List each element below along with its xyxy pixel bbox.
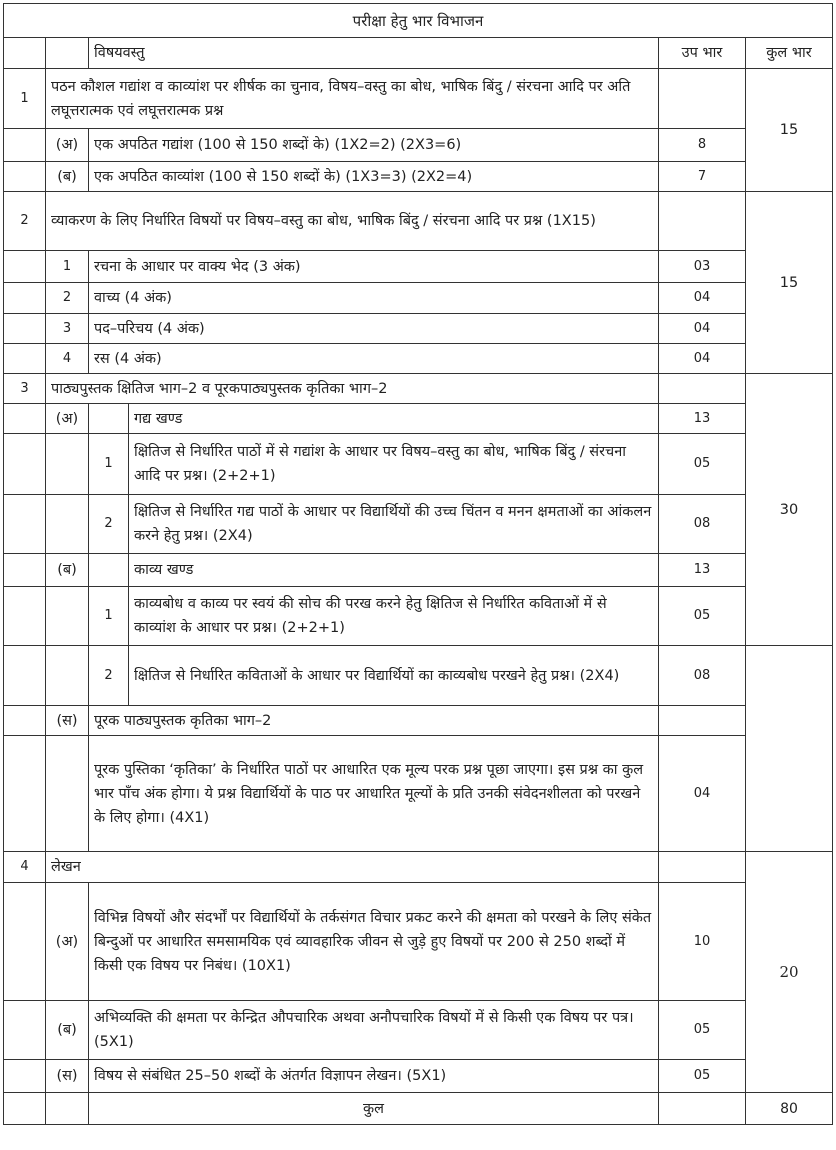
item-weight: 05 [659, 1001, 746, 1060]
section-number: 3 [4, 374, 46, 404]
item-label: (ब) [46, 162, 89, 192]
item-weight: 05 [659, 587, 746, 646]
grand-total-label: कुल [89, 1093, 659, 1125]
header-sub-weight: उप भार [659, 38, 746, 69]
section-total: 15 [746, 69, 833, 192]
item-text: विभिन्न विषयों और संदर्भों पर विद्यार्थियों के तर्कसंगत विचार प्रकट करने की क्षमता को परखने के लिए संकेत बिन्दुओं पर आधारित समसामयिक एवं व्यावहारिक जीवन से जुड़े हुए विषयों पर 200 से 250 शब्दों में किसी एक विषय पर निबंध। (10X1) [89, 883, 659, 1001]
item-label: (अ) [46, 129, 89, 162]
item-label: (अ) [46, 883, 89, 1001]
subsection-label: (स) [46, 706, 89, 736]
item-weight: 04 [659, 314, 746, 344]
item-text: काव्यबोध व काव्य पर स्वयं की सोच की परख करने हेतु क्षितिज से निर्धारित कविताओं में से काव्यांश के आधार पर प्रश्न। (2+2+1) [129, 587, 659, 646]
header-content: विषयवस्तु [89, 38, 659, 69]
item-weight: 04 [659, 283, 746, 314]
item-text: विषय से संबंधित 25–50 शब्दों के अंतर्गत विज्ञापन लेखन। (5X1) [89, 1060, 659, 1093]
item-weight: 08 [659, 646, 746, 706]
item-label: 2 [46, 283, 89, 314]
subsection-label: (अ) [46, 404, 89, 434]
item-text: क्षितिज से निर्धारित पाठों में से गद्यांश के आधार पर विषय–वस्तु का बोध, भाषिक बिंदु / संरचना आदि पर प्रश्न। (2+2+1) [129, 434, 659, 495]
item-text: क्षितिज से निर्धारित गद्य पाठों के आधार पर विद्यार्थियों की उच्च चिंतन व मनन क्षमताओं का आंकलन करने हेतु प्रश्न। (2X4) [129, 495, 659, 554]
item-label: 1 [89, 587, 129, 646]
subsection-label: (ब) [46, 554, 89, 587]
section-text: व्याकरण के लिए निर्धारित विषयों पर विषय–वस्तु का बोध, भाषिक बिंदु / संरचना आदि पर प्रश्न (1X15) [46, 192, 659, 251]
section-number: 4 [4, 852, 46, 883]
section-text: पठन कौशल गद्यांश व काव्यांश पर शीर्षक का चुनाव, विषय–वस्तु का बोध, भाषिक बिंदु / संरचना आदि पर अति लघूत्तरात्मक एवं लघूत्तरात्मक प्रश्न [46, 69, 659, 129]
grand-total: 80 [746, 1093, 833, 1125]
item-text: एक अपठित काव्यांश (100 से 150 शब्दों के) (1X3=3) (2X2=4) [89, 162, 659, 192]
section-total: 20 [746, 852, 833, 1093]
subsection-weight: 04 [659, 736, 746, 852]
item-text: रचना के आधार पर वाक्य भेद (3 अंक) [89, 251, 659, 283]
item-text: रस (4 अंक) [89, 344, 659, 374]
subsection-detail: पूरक पुस्तिका ‘कृतिका’ के निर्धारित पाठों पर आधारित एक मूल्य परक प्रश्न पूछा जाएगा। इस प्रश्न का कुल भार पाँच अंक होगा। ये प्रश्न विद्यार्थियों के पाठ पर आधारित मूल्यों के प्रति उनकी संवेदनशीलता को परखने के लिए होगा। (4X1) [89, 736, 659, 852]
item-label: (स) [46, 1060, 89, 1093]
header-total-weight: कुल भार [746, 38, 833, 69]
item-weight: 04 [659, 344, 746, 374]
weightage-table [3, 3, 833, 1125]
item-weight: 10 [659, 883, 746, 1001]
section-number: 1 [4, 69, 46, 129]
item-text: पद–परिचय (4 अंक) [89, 314, 659, 344]
item-label: 4 [46, 344, 89, 374]
item-weight: 05 [659, 1060, 746, 1093]
subsection-weight: 13 [659, 404, 746, 434]
item-label: 1 [46, 251, 89, 283]
subsection-text: गद्य खण्ड [129, 404, 659, 434]
section-text: पाठ्यपुस्तक क्षितिज भाग–2 व पूरकपाठ्यपुस्तक कृतिका भाग–2 [46, 374, 659, 404]
item-label: 3 [46, 314, 89, 344]
item-label: (ब) [46, 1001, 89, 1060]
item-weight: 8 [659, 129, 746, 162]
table-title: परीक्षा हेतु भार विभाजन [4, 4, 833, 38]
subsection-text: काव्य खण्ड [129, 554, 659, 587]
item-text: क्षितिज से निर्धारित कविताओं के आधार पर विद्यार्थियों का काव्यबोध परखने हेतु प्रश्न। (2X4) [129, 646, 659, 706]
item-weight: 7 [659, 162, 746, 192]
subsection-text: पूरक पाठ्यपुस्तक कृतिका भाग–2 [89, 706, 659, 736]
subsection-weight: 13 [659, 554, 746, 587]
item-weight: 05 [659, 434, 746, 495]
item-label: 1 [89, 434, 129, 495]
section-total: 15 [746, 192, 833, 374]
item-label: 2 [89, 646, 129, 706]
item-weight: 03 [659, 251, 746, 283]
section-number: 2 [4, 192, 46, 251]
section-text: लेखन [46, 852, 659, 883]
item-weight: 08 [659, 495, 746, 554]
item-text: वाच्य (4 अंक) [89, 283, 659, 314]
section-total: 30 [746, 374, 833, 646]
item-text: एक अपठित गद्यांश (100 से 150 शब्दों के) (1X2=2) (2X3=6) [89, 129, 659, 162]
item-text: अभिव्यक्ति की क्षमता पर केन्द्रित औपचारिक अथवा अनौपचारिक विषयों में से किसी एक विषय पर पत्र। (5X1) [89, 1001, 659, 1060]
item-label: 2 [89, 495, 129, 554]
